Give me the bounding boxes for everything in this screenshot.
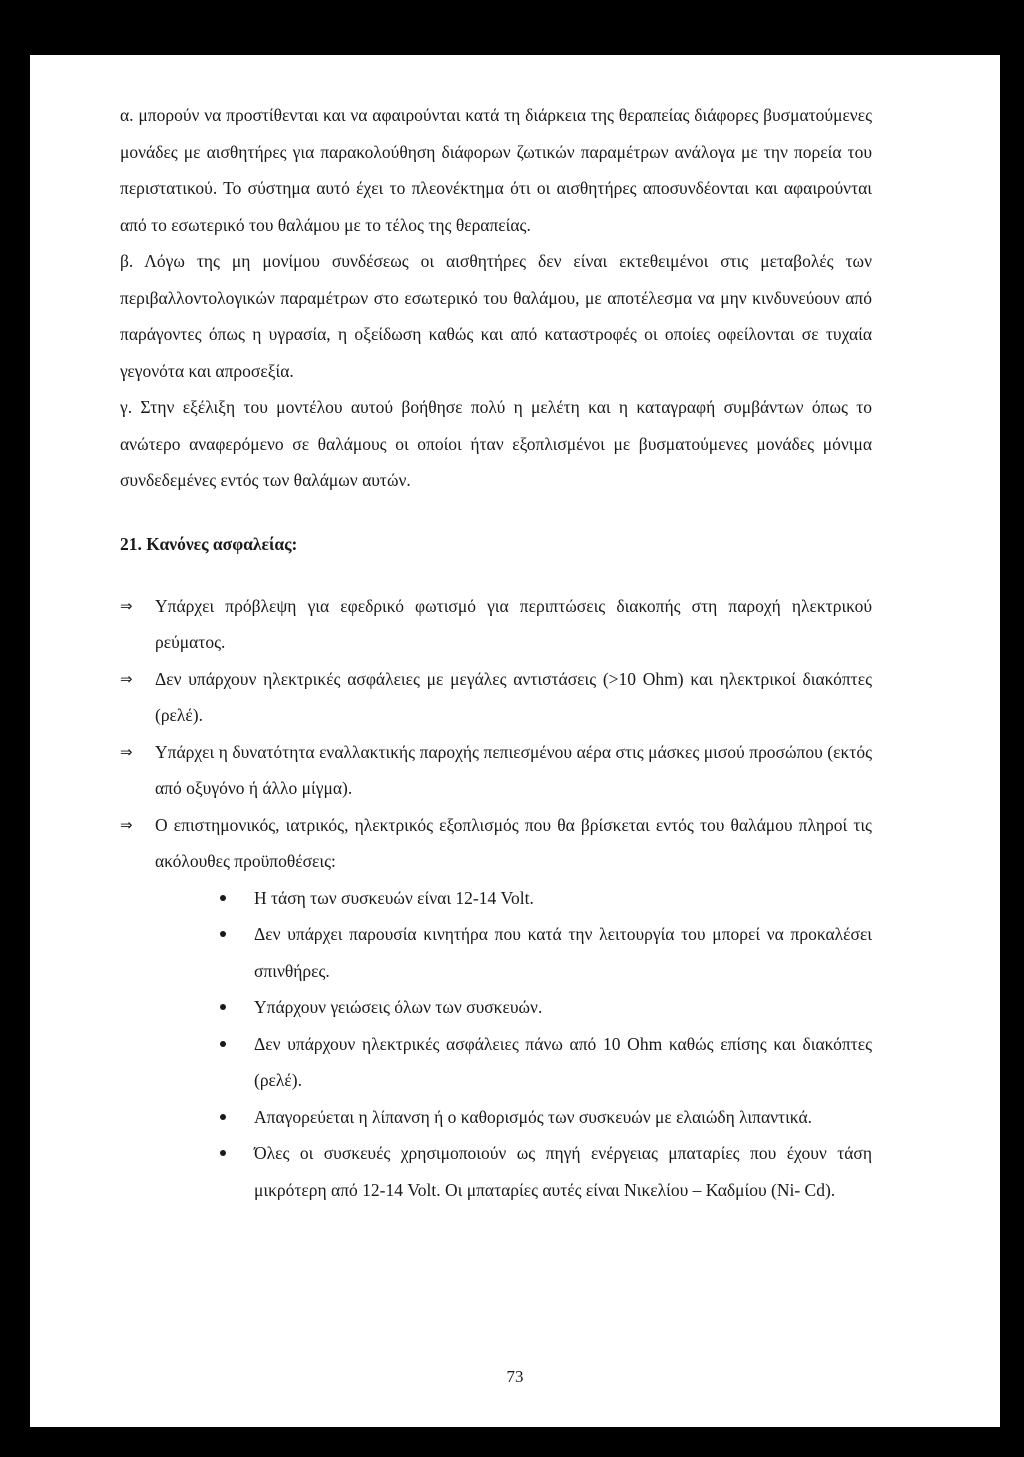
arrow-right-icon: ⇒ <box>120 596 133 615</box>
list-item <box>220 1099 872 1136</box>
bullet-icon <box>220 1114 226 1120</box>
list-item-text: Δεν υπάρχουν ηλεκτρικές ασφάλειες με μεγάλες αντιστάσεις (>10 Ohm) και ηλεκτρικοί διακόπτες (ρελέ). <box>155 668 872 725</box>
paragraph-beta: β. Λόγω της μη μονίμου συνδέσεως οι αισθητήρες δεν είναι εκτεθειμένοι στις μεταβολές των περιβαλλοντολογικών παραμέτρων στο εσωτερικό του θαλάμου, με αποτέλεσμα να μην κινδυνεύουν από παράγοντες όπως η υγρασία, η οξείδωση καθώς και από καταστροφές οι οποίες οφείλονται σε τυχαία γεγονότα και απροσεξία. <box>120 251 872 381</box>
list-item <box>220 880 872 917</box>
section-heading: 21. Κανόνες ασφαλείας: <box>120 533 298 554</box>
list-item-text: Ο επιστημονικός, ιατρικός, ηλεκτρικός εξοπλισμός που θα βρίσκεται εντός του θαλάμου πληροί τις ακόλουθες προϋποθέσεις: <box>155 814 872 871</box>
list-item <box>220 1026 872 1099</box>
page-content <box>120 97 872 1208</box>
list-item-text: Δεν υπάρχει παρουσία κινητήρα που κατά την λειτουργία του μπορεί να προκαλέσει σπινθήρες. <box>254 924 872 981</box>
list-item-text: Απαγορεύεται η λίπανση ή ο καθορισμός των συσκευών με ελαιώδη λιπαντικά. <box>254 1106 812 1127</box>
list-item <box>120 807 872 880</box>
list-item <box>120 588 872 661</box>
bullet-icon <box>220 895 226 901</box>
bullet-icon <box>220 931 226 937</box>
list-item <box>220 1135 872 1208</box>
list-item <box>120 661 872 734</box>
page-number: 73 <box>506 1367 524 1386</box>
arrow-right-icon: ⇒ <box>120 815 133 834</box>
document-page <box>30 55 1000 1427</box>
list-item-text: Υπάρχει πρόβλεψη για εφεδρικό φωτισμό για περιπτώσεις διακοπής στη παροχή ηλεκτρικού ρεύματος. <box>155 595 872 652</box>
list-item-text: Δεν υπάρχουν ηλεκτρικές ασφάλειες πάνω από 10 Ohm καθώς επίσης και διακόπτες (ρελέ). <box>254 1033 872 1090</box>
paragraph-alpha: α. μπορούν να προστίθενται και να αφαιρούνται κατά τη διάρκεια της θεραπείας διάφορες βυσματούμενες μονάδες με αισθητήρες για παρακολούθηση διάφορων ζωτικών παραμέτρων ανάλογα με την πορεία του περιστατικού. Το σύστημα αυτό έχει το πλεονέκτημα ότι οι αισθητήρες αποσυνδέονται και αφαιρούνται από το εσωτερικό του θαλάμου με το τέλος της θεραπείας. <box>120 105 872 235</box>
arrow-right-icon: ⇒ <box>120 669 133 688</box>
list-item <box>120 734 872 807</box>
list-item-text: Όλες οι συσκευές χρησιμοποιούν ως πηγή ενέργειας μπαταρίες που έχουν τάση μικρότερη από 12-14 Volt. Οι μπαταρίες αυτές είναι Νικελίου – Καδμίου (Ni- Cd). <box>254 1143 872 1200</box>
safety-rules-list <box>120 588 872 880</box>
bullet-icon <box>220 1004 226 1010</box>
list-item <box>220 989 872 1026</box>
arrow-right-icon: ⇒ <box>120 742 133 761</box>
list-item-text: Η τάση των συσκευών είναι 12-14 Volt. <box>254 887 534 908</box>
list-item <box>220 916 872 989</box>
list-item-text: Υπάρχουν γειώσεις όλων των συσκευών. <box>254 997 543 1017</box>
equipment-requirements-list <box>120 880 872 1209</box>
bullet-icon <box>220 1041 226 1047</box>
paragraph-gamma: γ. Στην εξέλιξη του μοντέλου αυτού βοήθησε πολύ η μελέτη και η καταγραφή συμβάντων όπως το ανώτερο αναφερόμενο σε θαλάμους οι οποίοι ήταν εξοπλισμένοι με βυσματούμενες μονάδες μόνιμα συνδεδεμένες εντός των θαλάμων αυτών. <box>120 397 872 490</box>
bullet-icon <box>220 1150 226 1156</box>
list-item-text: Υπάρχει η δυνατότητα εναλλακτικής παροχής πεπιεσμένου αέρα στις μάσκες μισού προσώπου (εκτός από οξυγόνο ή άλλο μίγμα). <box>155 741 872 798</box>
